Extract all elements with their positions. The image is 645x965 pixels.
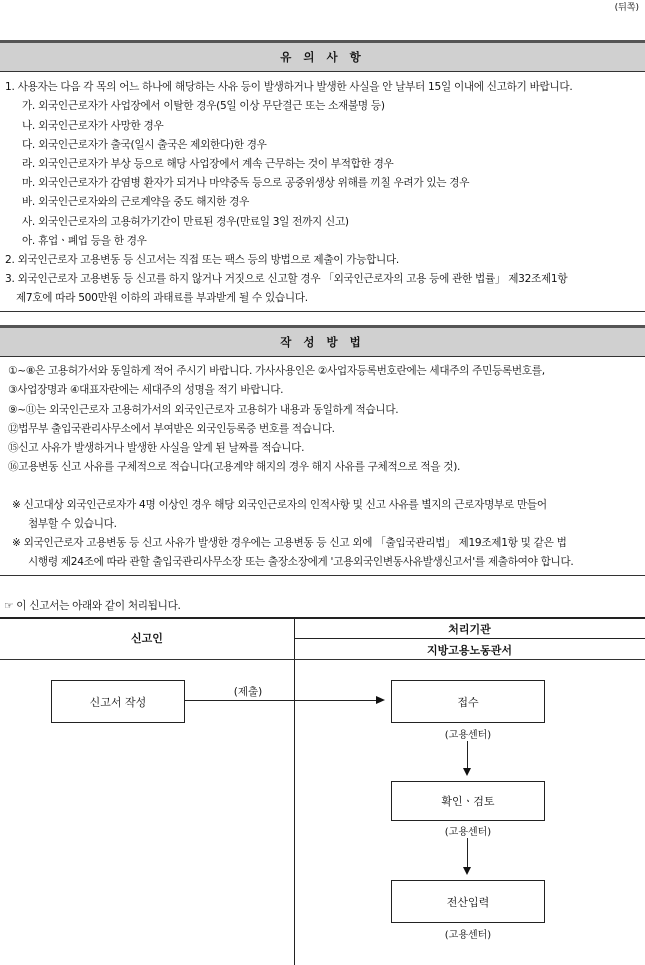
step-agency-label: (고용센터) (444, 827, 492, 838)
process-header-split (294, 638, 645, 639)
notes-item: 2. 외국인근로자 고용변동 등 신고서는 직접 또는 팩스 등의 방법으로 제출이 가능합니다. (5, 254, 399, 266)
method-remark: 첨부할 수 있습니다. (28, 518, 117, 530)
method-item: ⑨~⑪는 외국인근로자 고용허가서의 외국인근로자 고용허가 내용과 동일하게 적습니다. (8, 404, 399, 416)
method-item: ⑫법무부 출입국관리사무소에서 부여받은 외국인등록증 번호를 적습니다. (8, 423, 335, 435)
method-remark: 시행령 제24조에 따라 관할 출입국관리사무소장 또는 출장소장에게 '고용외국인변동사유발생신고서'를 제출하여야 합니다. (28, 556, 574, 568)
submit-arrow-line (185, 700, 382, 701)
notes-item: 가. 외국인근로자가 사업장에서 이탈한 경우(5일 이상 무단결근 또는 소재불명 등) (22, 100, 385, 112)
notes-item: 다. 외국인근로자가 출국(일시 출국은 제외한다)한 경우 (22, 139, 267, 151)
method-item: ①~⑧은 고용허가서와 동일하게 적어 주시기 바랍니다. 가사사용인은 ②사업자등록번호란에는 세대주의 주민등록번호를, (8, 365, 545, 377)
divider (0, 311, 645, 312)
flow-connector (467, 838, 468, 868)
process-table-top (0, 617, 645, 619)
notes-item: 3. 외국인근로자 고용변동 등 신고를 하지 않거나 거짓으로 신고할 경우 「외국인근로자의 고용 등에 관한 법률」 제32조제1항 (5, 273, 568, 285)
method-remark: ※ 신고대상 외국인근로자가 4명 이상인 경우 해당 외국인근로자의 인적사항 및 신고 사유를 별지의 근로자명부로 만들어 (12, 499, 547, 511)
submit-arrow-label: (제출) (233, 686, 263, 698)
step-agency-label: (고용센터) (444, 730, 492, 741)
step-review-box: 확인ㆍ검토 (391, 781, 545, 821)
method-item: ⑯고용변동 신고 사유를 구체적으로 적습니다(고용계약 해지의 경우 해지 사유를 구체적으로 적을 것). (8, 461, 461, 473)
process-header-bottom (0, 659, 645, 660)
method-item: ③사업장명과 ④대표자란에는 세대주의 성명을 적기 바랍니다. (8, 384, 284, 396)
notes-item: 아. 휴업ㆍ폐업 등을 한 경우 (22, 235, 147, 247)
notes-item: 라. 외국인근로자가 부상 등으로 해당 사업장에서 계속 근무하는 것이 부적합한 경우 (22, 158, 394, 170)
arrow-down-icon (463, 867, 471, 875)
submit-arrow-head-icon (376, 696, 385, 704)
back-side-label: (뒤쪽) (614, 3, 639, 13)
method-item: ⑮신고 사유가 발생하거나 발생한 사실을 알게 된 날짜를 적습니다. (8, 442, 305, 454)
flow-connector (467, 741, 468, 769)
notes-item: 제7호에 따라 500만원 이하의 과태료를 부과받게 될 수 있습니다. (16, 292, 308, 304)
process-intro: ☞ 이 신고서는 아래와 같이 처리됩니다. (4, 600, 181, 612)
notes-item: 마. 외국인근로자가 감염병 환자가 되거나 마약중독 등으로 공중위생상 위해를 끼칠 우려가 있는 경우 (22, 177, 470, 189)
notes-item: 바. 외국인근로자와의 근로계약을 중도 해지한 경우 (22, 196, 250, 208)
step-agency-label: (고용센터) (444, 930, 492, 941)
arrow-down-icon (463, 768, 471, 776)
method-title: 작 성 방 법 (0, 325, 645, 357)
step-receipt-box: 접수 (391, 680, 545, 723)
write-report-box: 신고서 작성 (51, 680, 185, 723)
notes-item: 1. 사용자는 다음 각 목의 어느 하나에 해당하는 사유 등이 발생하거나 발생한 사실을 안 날부터 15일 이내에 신고하기 바랍니다. (5, 81, 573, 93)
step-data-entry-box: 전산입력 (391, 880, 545, 923)
applicant-header: 신고인 (131, 632, 163, 645)
notes-item: 나. 외국인근로자가 사망한 경우 (22, 120, 164, 132)
method-remark: ※ 외국인근로자 고용변동 등 신고 사유가 발생한 경우에는 고용변동 등 신고 외에 「출입국관리법」 제19조제1항 및 같은 법 (12, 537, 567, 549)
notes-title: 유 의 사 항 (0, 40, 645, 72)
agency-office-header: 지방고용노동관서 (426, 644, 512, 657)
agency-header: 처리기관 (448, 623, 491, 636)
notes-item: 사. 외국인근로자의 고용허가기간이 만료된 경우(만료일 3일 전까지 신고) (22, 216, 349, 228)
process-column-divider (294, 617, 295, 965)
divider (0, 575, 645, 576)
